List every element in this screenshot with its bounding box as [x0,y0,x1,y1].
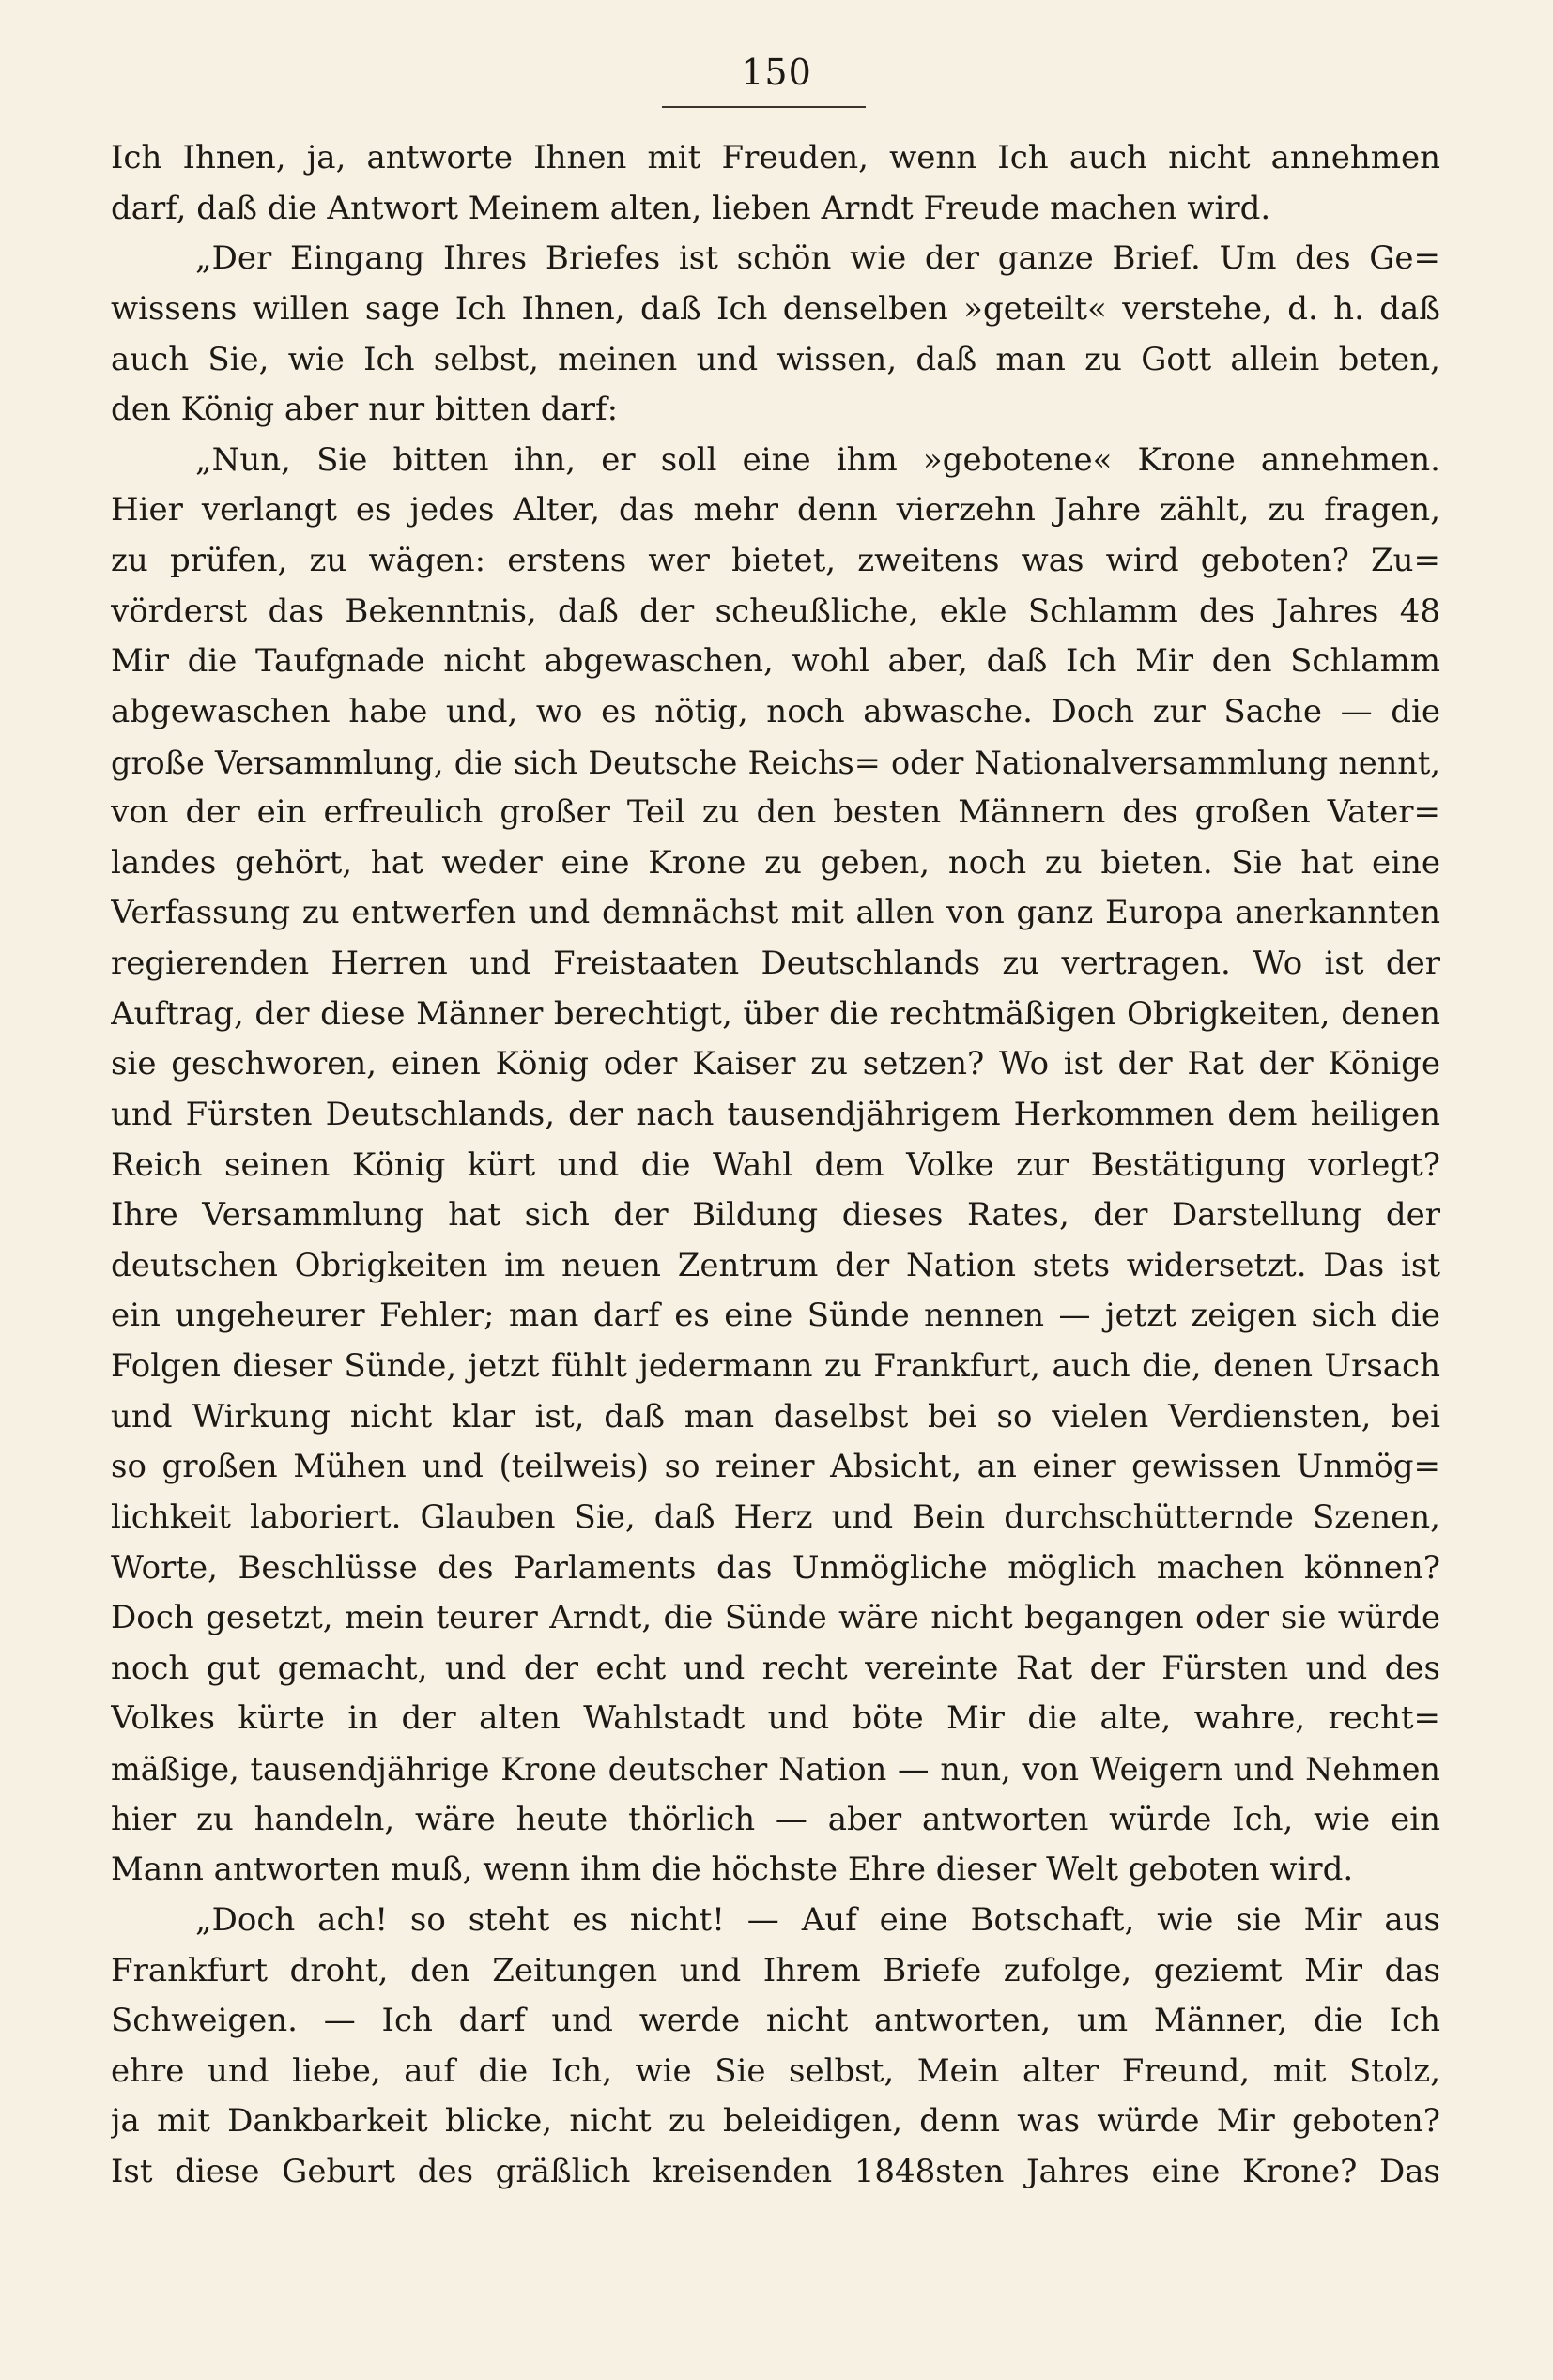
text-line: regierenden Herren und Freistaaten Deutschlands zu vertragen. Wo ist der [111,944,1440,982]
text-line: zu prüfen, zu wägen: erstens wer bietet, zweitens was wird geboten? Zu= [111,542,1440,579]
text-line: „Der Eingang Ihres Briefes ist schön wie der ganze Brief. Um des Ge= [195,239,1440,278]
text-line: Ihre Versammlung hat sich der Bildung dieses Rates, der Darstellung der [111,1196,1440,1235]
text-line: ehre und liebe, auf die Ich, wie Sie selbst, Mein alter Freund, mit Stolz, [111,2051,1440,2090]
text-line: Ist diese Geburt des gräßlich kreisenden 1848sten Jahres eine Krone? Das [111,2153,1440,2190]
text-line: „Doch ach! so steht es nicht! — Auf eine Botschaft, wie sie Mir aus [195,1900,1440,1939]
text-line: mäßige, tausendjährige Krone deutscher Nation — nun, von Weigern und Nehmen [111,1751,1440,1788]
text-line: Hier verlangt es jedes Alter, das mehr denn vierzehn Jahre zählt, zu fragen, [111,491,1440,530]
body-text [111,133,1440,2198]
text-line: auch Sie, wie Ich selbst, meinen und wissen, daß man zu Gott allein beten, [111,340,1440,378]
text-line: sie geschworen, einen König oder Kaiser zu setzen? Wo ist der Rat der Könige [111,1045,1440,1083]
text-line: vörderst das Bekenntnis, daß der scheußliche, ekle Schlamm des Jahres 48 [111,591,1440,630]
text-line: von der ein erfreulich großer Teil zu den besten Männern des großen Vater= [111,793,1440,832]
text-line: und Fürsten Deutschlands, der nach tausendjährigem Herkommen dem heiligen [111,1095,1440,1133]
text-line: „Nun, Sie bitten ihn, er soll eine ihm »gebotene« Krone annehmen. [195,440,1440,479]
text-line: ein ungeheurer Fehler; man darf es eine Sünde nennen — jetzt zeigen sich die [111,1297,1440,1335]
text-line: Auftrag, der diese Männer berechtigt, über die rechtmäßigen Obrigkeiten, denen [111,994,1440,1033]
text-line: lichkeit laboriert. Glauben Sie, daß Herz und Bein durchschütternde Szenen, [111,1497,1440,1536]
text-line: ja mit Dankbarkeit blicke, nicht zu beleidigen, denn was würde Mir geboten? [111,2102,1440,2141]
text-line: abgewaschen habe und, wo es nötig, noch abwasche. Doch zur Sache — die [111,692,1440,730]
text-line: Worte, Beschlüsse des Parlaments das Unmögliche möglich machen können? [111,1548,1440,1587]
text-line: Volkes kürte in der alten Wahlstadt und böte Mir die alte, wahre, recht= [111,1699,1440,1738]
text-line: landes gehört, hat weder eine Krone zu geben, noch zu bieten. Sie hat eine [111,843,1440,882]
text-line: Mann antworten muß, wenn ihm die höchste Ehre dieser Welt geboten wird. [111,1850,1354,1889]
text-line: Reich seinen König kürt und die Wahl dem Volke zur Bestätigung vorlegt? [111,1145,1440,1184]
text-line: Doch gesetzt, mein teurer Arndt, die Sünde wäre nicht begangen oder sie würde [111,1599,1440,1637]
text-line: Ich Ihnen, ja, antworte Ihnen mit Freuden, wenn Ich auch nicht annehmen [111,139,1440,177]
text-line: Folgen dieser Sünde, jetzt fühlt jedermann zu Frankfurt, auch die, denen Ursach [111,1347,1440,1385]
text-line: so großen Mühen und (teilweis) so reiner Absicht, an einer gewissen Unmög= [111,1448,1440,1486]
text-line: große Versammlung, die sich Deutsche Reichs= oder Nationalversammlung nennt, [111,744,1440,781]
text-line: Frankfurt droht, den Zeitungen und Ihrem Briefe zufolge, geziemt Mir das [111,1951,1440,1989]
text-line: den König aber nur bitten darf: [111,391,619,429]
text-line: Verfassung zu entwerfen und demnächst mit allen von ganz Europa anerkannten [111,894,1440,932]
text-line: noch gut gemacht, und der echt und recht vereinte Rat der Fürsten und des [111,1649,1440,1687]
text-line: wissens willen sage Ich Ihnen, daß Ich denselben »geteilt« verstehe, d. h. daß [111,289,1440,328]
page-number: 150 [741,52,812,93]
text-line: hier zu handeln, wäre heute thörlich — aber antworten würde Ich, wie ein [111,1800,1440,1838]
text-line: Mir die Taufgnade nicht abgewaschen, wohl aber, daß Ich Mir den Schlamm [111,642,1440,681]
text-line: deutschen Obrigkeiten im neuen Zentrum der Nation stets widersetzt. Das ist [111,1246,1440,1284]
text-line: darf, daß die Antwort Meinem alten, lieben Arndt Freude machen wird. [111,189,1271,227]
text-line: und Wirkung nicht klar ist, daß man daselbst bei so vielen Verdiensten, bei [111,1397,1440,1436]
header-rule [662,106,866,108]
text-line: Schweigen. — Ich darf und werde nicht antworten, um Männer, die Ich [111,2002,1440,2040]
